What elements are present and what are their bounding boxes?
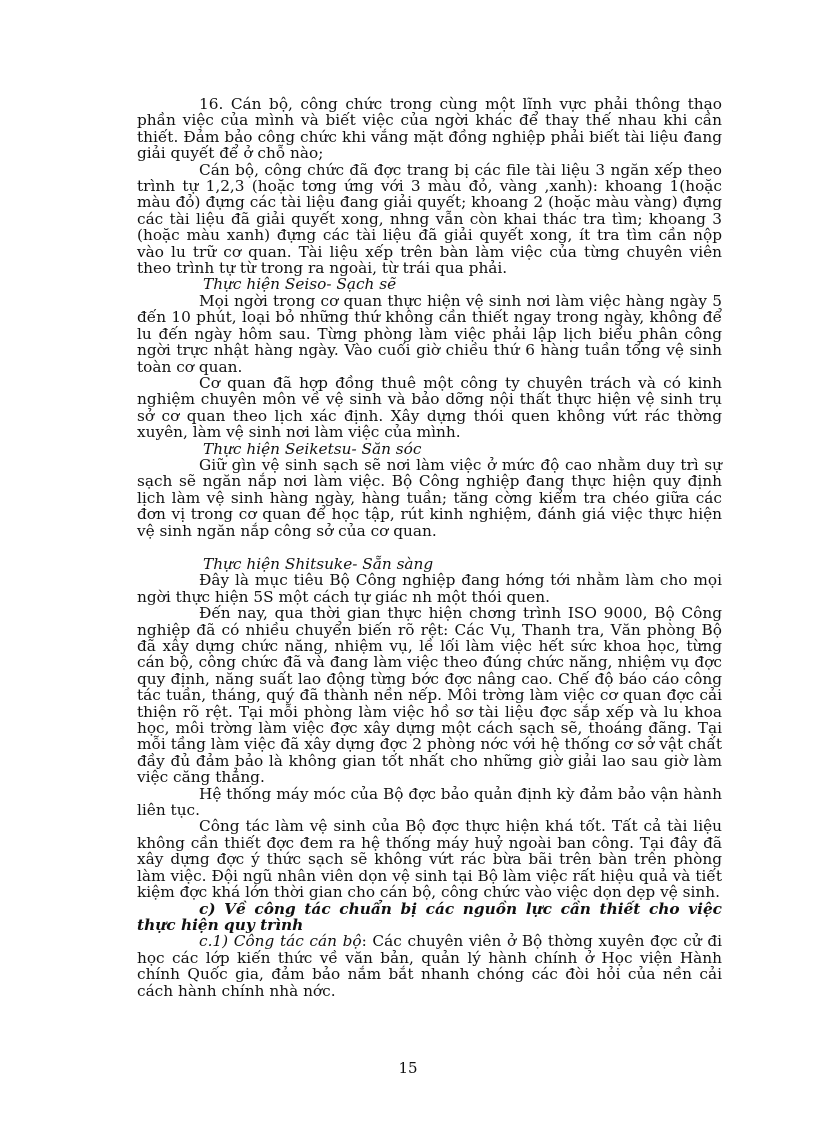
section-heading: Thực hiện Shitsuke- Sẵn sàng [203,554,434,573]
section-heading: Thực hiện Seiso- Sạch sẽ [203,275,397,294]
paragraph: Đây là mục tiêu Bộ Công nghiệp đang hớng tới nhằm làm cho mọi ngời thực hiện 5S một cách tự giác nh một thói quen. [137,571,722,606]
subsection-heading: c) Về công tác chuẩn bị các nguồn lực cần thiết cho việc thực hiện quy trình [137,899,722,934]
paragraph: Giữ gìn vệ sinh sạch sẽ nơi làm việc ở mức độ cao nhằm duy trì sự sạch sẽ ngăn nắp nơi làm việc. Bộ Công nghiệp đang thực hiện quy định lịch làm vệ sinh hàng ngày, hàng tuần; tăng cờng kiểm tra chéo giữa các đơn vị trong cơ quan để học tập, rút kinh nghiệm, đánh giá việc thực hiện vệ sinh ngăn nắp công sở của cơ quan. [137,455,722,540]
paragraph: Hệ thống máy móc của Bộ đợc bảo quản định kỳ đảm bảo vận hành liên tục. [137,784,722,820]
document-page [137,96,722,999]
paragraph-gap [137,539,722,556]
page-number: 15 [398,1059,418,1077]
paragraph: Cán bộ, công chức đã đợc trang bị các file tài liệu 3 ngăn xếp theo trình tự 1,2,3 (hoặc tơng ứng với 3 màu đỏ, vàng ,xanh): khoang 1(hoặc màu đỏ) đựng các tài liệu đang giải quyết; khoang 2 (hoặc màu vàng) đựng các tài liệu đã giải quyết xong, nhng vẫn còn khai thác tra tìm; khoang 3 (hoặc màu xanh) đựng các tài liệu đã giải quyết xong, ít tra tìm cần nộp vào lu trữ cơ quan. Tài liệu xếp trên bàn làm việc của từng chuyên viên theo trình tự từ trong ra ngoài, từ trái qua phải. [137,160,722,278]
paragraph [137,933,722,999]
section-heading: Thực hiện Seiketsu- Săn sóc [203,439,422,458]
paragraph: Công tác làm vệ sinh của Bộ đợc thực hiện khá tốt. Tất cả tài liệu không cần thiết đợc đem ra hệ thống máy huỷ ngoài ban công. Tại đây đã xây dựng đợc ý thức sạch sẽ không vứt rác bừa bãi trên bàn trên phòng làm việc. Đội ngũ nhân viên dọn vệ sinh tại Bộ làm việc rất hiệu quả và tiết kiệm đợc khá lớn thời gian cho cán bộ, công chức vào việc dọn dẹp vệ sinh. [137,817,722,902]
paragraph-text: : Các chuyên viên ở Bộ thờng xuyên đợc cử đi học các lớp kiến thức về văn bản, quản lý hành chính ở Học viện Hành chính Quốc gia, đảm bảo nắm bắt nhanh chóng các đòi hỏi của nền cải cách hành chính nhà nớc. [137,932,723,1000]
paragraph: Đến nay, qua thời gian thực hiện chơng trình ISO 9000, Bộ Công nghiệp đã có nhiều chuyển biến rõ rệt: Các Vụ, Thanh tra, Văn phòng Bộ đã xây dựng chức năng, nhiệm vụ, lề lối làm việc hết sức khoa học, từng cán bộ, công chức đã và đang làm việc theo đúng chức năng, nhiệm vụ đợc quy định, năng suất lao động từng bớc đợc nâng cao. Chế độ báo cáo công tác tuần, tháng, quý đã thành nền nếp. Môi trờng làm việc cơ quan đợc cải thiện rõ rệt. Tại mỗi phòng làm việc hồ sơ tài liệu đợc sắp xếp và lu khoa học, môi trờng làm việc đợc xây dựng một cách sạch sẽ, thoáng đãng. Tại mỗi tầng làm việc đã xây dựng đợc 2 phòng nớc với hệ thống cơ sở vật chất đầy đủ đảm bảo là không gian tốt nhất cho những giờ giải lao sau giờ làm việc căng thẳng. [137,604,722,787]
paragraph-lead: c.1) Công tác cán bộ [199,932,362,951]
paragraph: 16. Cán bộ, công chức trong cùng một lĩnh vực phải thông thạo phần việc của mình và biết việc của ngời khác để thay thế nhau khi cần thiết. Đảm bảo công chức khi vắng mặt đồng nghiệp phải biết tài liệu đang giải quyết để ở chỗ nào; [137,95,722,163]
paragraph: Mọi ngời trong cơ quan thực hiện vệ sinh nơi làm việc hàng ngày 5 đến 10 phút, loại bỏ những thứ không cần thiết ngay trong ngày, không để lu đến ngày hôm sau. Từng phòng làm việc phải lập lịch biểu phân công ngời trực nhật hàng ngày. Vào cuối giờ chiều thứ 6 hàng tuần tổng vệ sinh toàn cơ quan. [137,291,722,376]
paragraph: Cơ quan đã hợp đồng thuê một công ty chuyên trách và có kinh nghiệm chuyên môn về vệ sinh và bảo dỡng nội thất thực hiện vệ sinh trụ sở cơ quan theo lịch xác định. Xây dựng thói quen không vứt rác thờng xuyên, làm vệ sinh nơi làm việc của mình. [137,373,722,442]
